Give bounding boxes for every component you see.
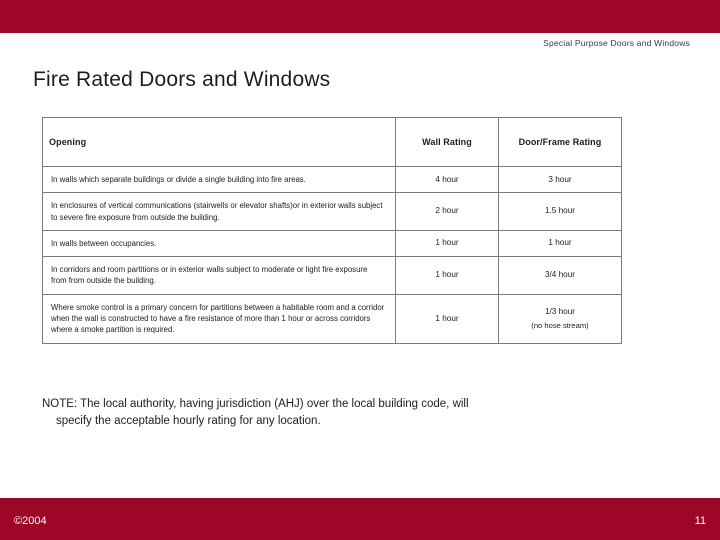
cell-door-rating: 1 hour [499, 230, 622, 256]
door-rating-value: 1/3 hour [544, 306, 576, 316]
copyright-text: ©2004 [14, 515, 47, 527]
page-number: 11 [694, 515, 706, 527]
bottom-color-band [0, 498, 720, 540]
note-line-1: NOTE: The local authority, having jurisdiction (AHJ) over the local building code, will [42, 398, 469, 410]
note-line-2: specify the acceptable hourly rating for any location. [56, 415, 321, 428]
cell-wall-rating: 2 hour [396, 193, 499, 231]
cell-wall-rating: 1 hour [396, 257, 499, 295]
cell-opening: Where smoke control is a primary concern for partitions between a habitable room and a corridor when the wall is constructed to have a fire resistance of more than 1 hour or across corridors where a smoke partition is required. [43, 294, 396, 343]
table-row [43, 294, 622, 343]
cell-wall-rating: 4 hour [396, 167, 499, 193]
column-header-door-rating: Door/Frame Rating [499, 118, 622, 167]
table-row [43, 193, 622, 231]
cell-door-rating [499, 294, 622, 343]
column-header-wall-rating: Wall Rating [396, 118, 499, 167]
cell-door-rating: 1.5 hour [499, 193, 622, 231]
cell-wall-rating: 1 hour [396, 294, 499, 343]
table-row [43, 230, 622, 256]
fire-rating-table [42, 117, 622, 344]
cell-door-rating: 3 hour [499, 167, 622, 193]
cell-opening: In walls which separate buildings or divide a single building into fire areas. [43, 167, 396, 193]
cell-door-rating: 3/4 hour [499, 257, 622, 295]
cell-opening: In enclosures of vertical communications (stairwells or elevator shafts)or in exterior walls subject to severe fire exposure from outside the building. [43, 193, 396, 231]
table-header-row [43, 118, 622, 167]
column-header-opening: Opening [43, 118, 396, 167]
cell-opening: In corridors and room partitions or in exterior walls subject to moderate or light fire exposure from from outside the building. [43, 257, 396, 295]
table-row [43, 167, 622, 193]
running-head: Special Purpose Doors and Windows [543, 38, 690, 48]
table-row [43, 257, 622, 295]
door-rating-subnote: (no hose stream) [531, 321, 589, 331]
page-title: Fire Rated Doors and Windows [33, 68, 331, 91]
cell-wall-rating: 1 hour [396, 230, 499, 256]
cell-opening: In walls between occupancies. [43, 230, 396, 256]
top-color-band [0, 0, 720, 33]
note-block [42, 396, 622, 431]
